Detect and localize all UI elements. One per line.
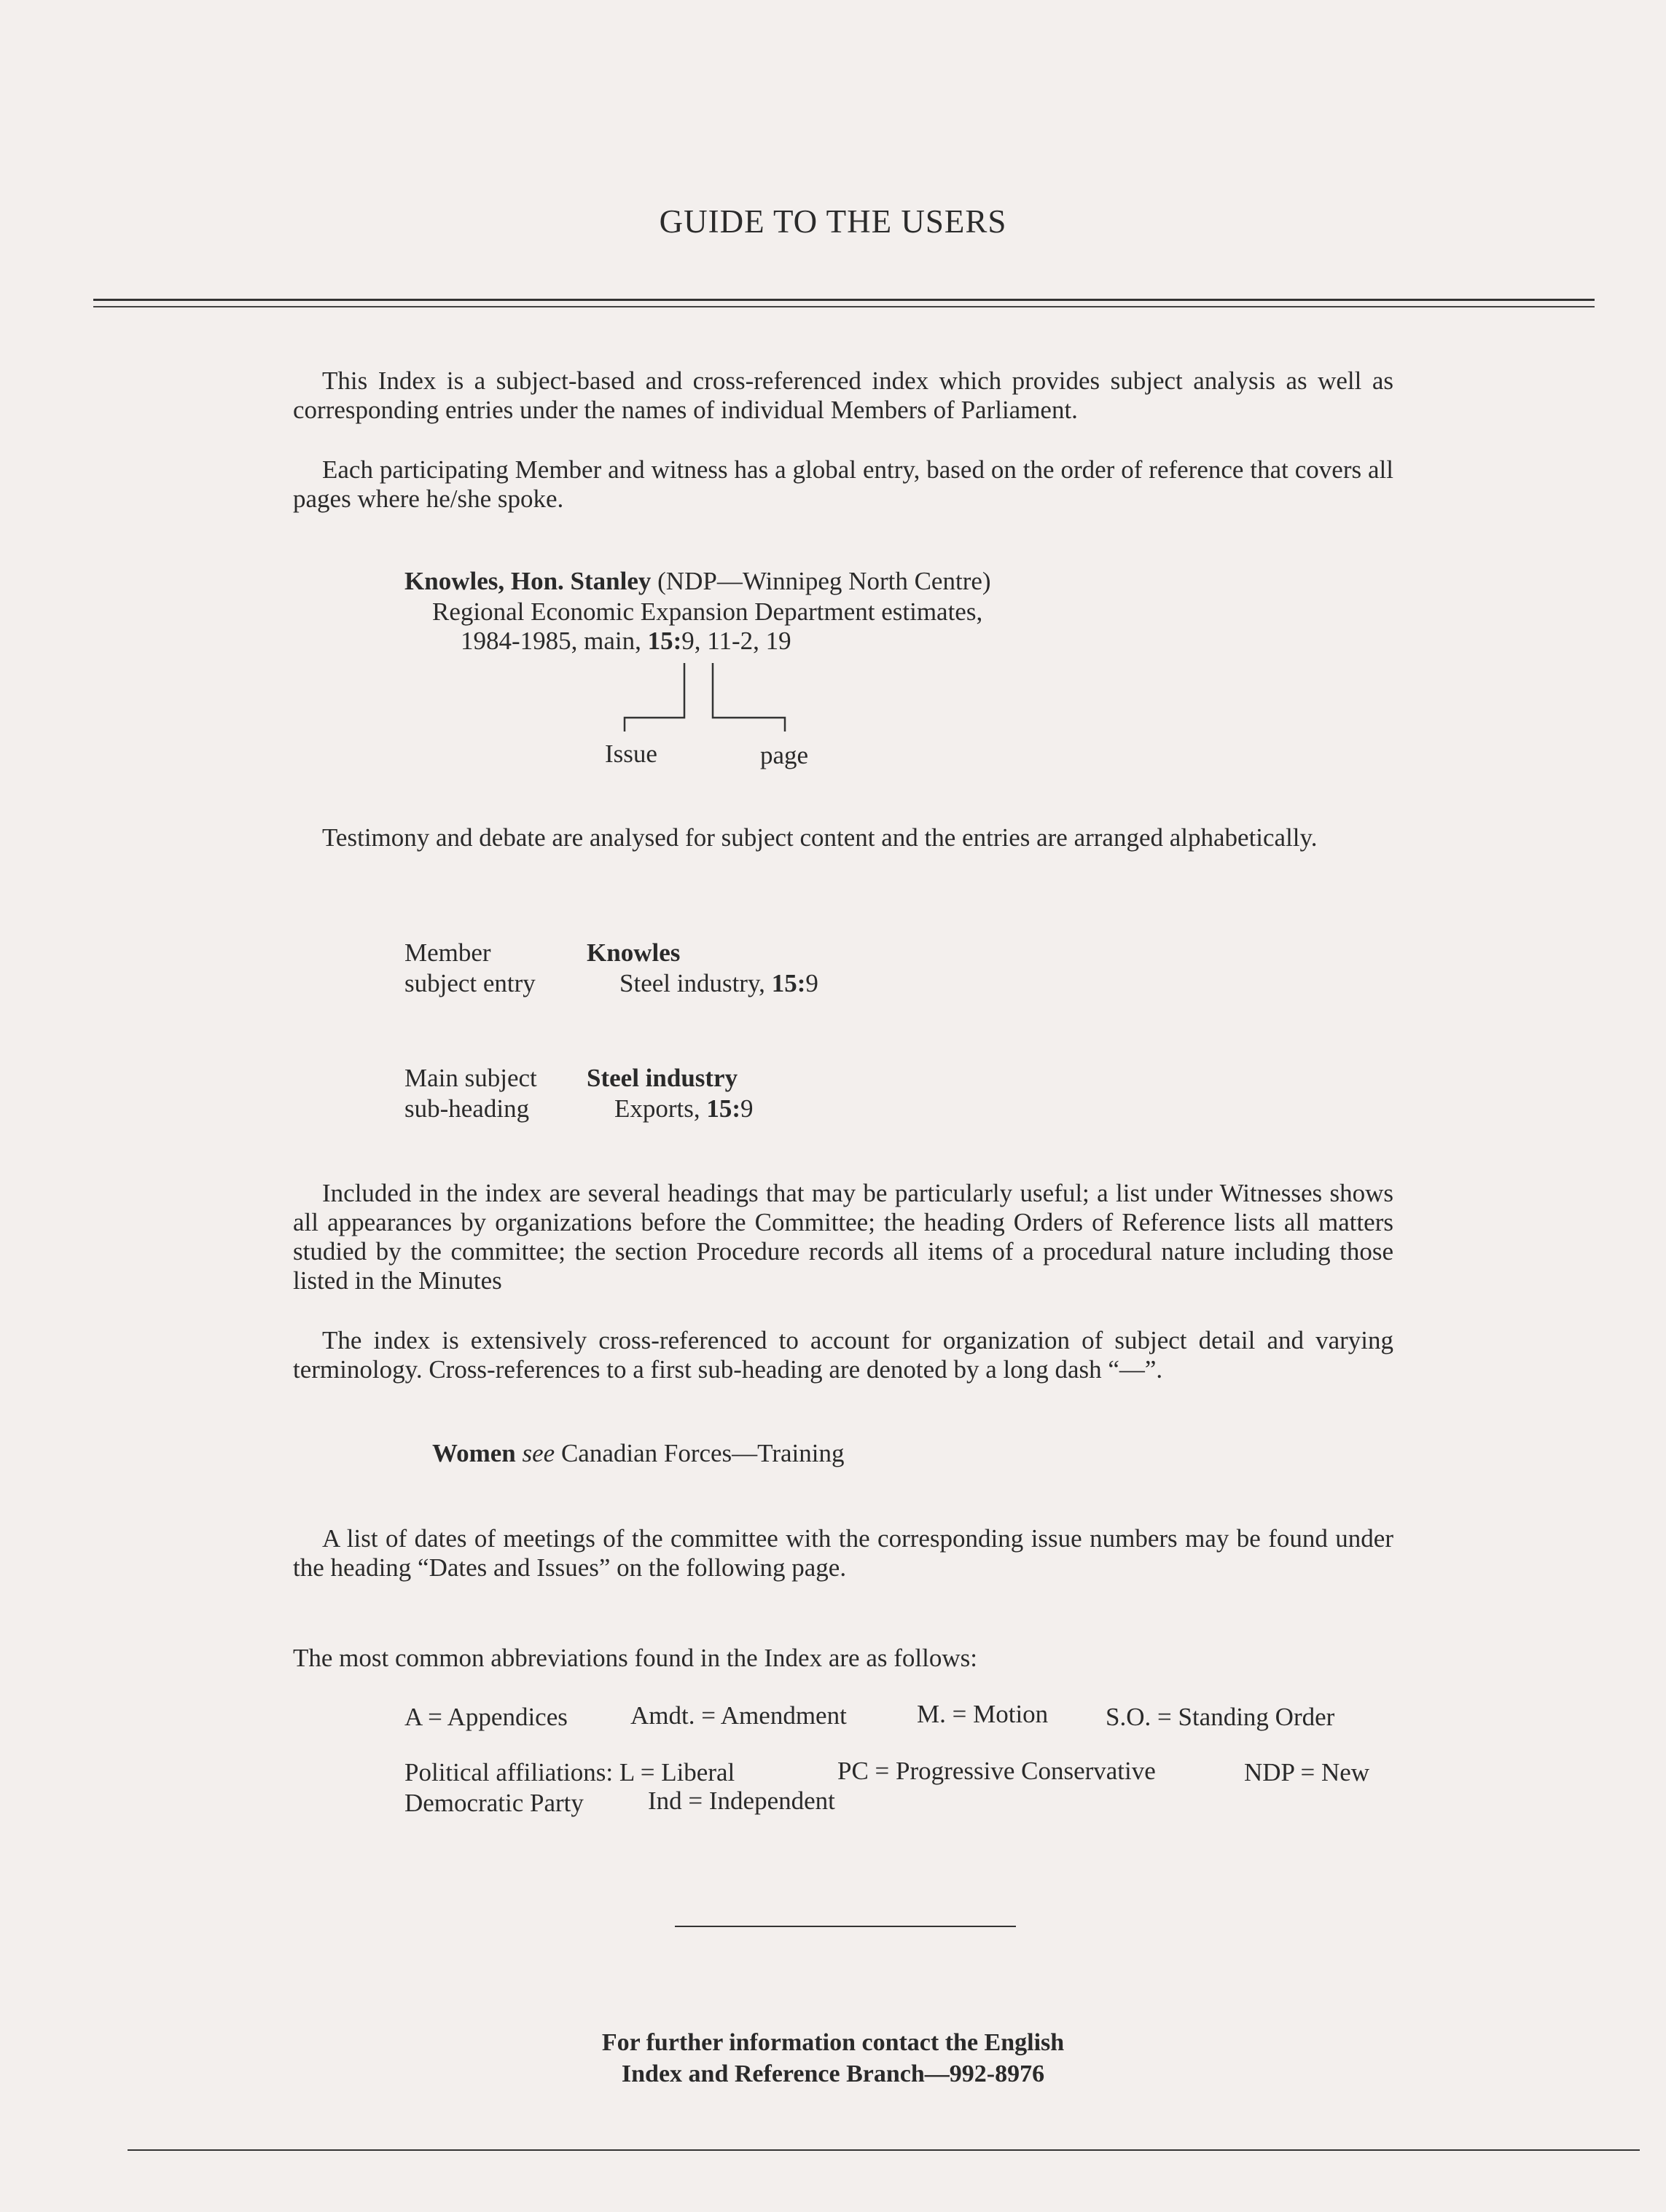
- member-subentry-page: 9: [805, 969, 818, 997]
- member-subentry-text: Steel industry,: [619, 969, 772, 997]
- abbreviations-intro: The most common abbreviations found in the Index are as follows:: [293, 1644, 977, 1672]
- subject-subheading-text: Exports,: [614, 1094, 707, 1123]
- member-entry-heading: [587, 938, 680, 968]
- section-divider: [675, 1926, 1016, 1927]
- page-bracket: [713, 663, 785, 732]
- abbrev-political-ndp: NDP = New: [1244, 1758, 1370, 1787]
- example-entry-line-3: [461, 627, 791, 656]
- title-rule-upper: [93, 299, 1595, 301]
- example-line3-post: 9, 11-2, 19: [681, 627, 791, 655]
- example-member-affiliation: (NDP—Winnipeg North Centre): [651, 567, 991, 595]
- abbrev-amendment: Amdt. = Amendment: [630, 1701, 847, 1730]
- intro-paragraph-2: [293, 455, 1393, 514]
- issue-bracket: [625, 663, 684, 732]
- example-line3-issue: 15:: [647, 627, 682, 655]
- subject-entry-subheading: [614, 1094, 754, 1123]
- headings-paragraph-text: Included in the index are several headings that may be particularly useful; a list under Witnesses shows all appearances by organizations before the Committee; the heading Orders of Reference lists all matters studied by the committee; the section Procedure records all items of a procedural nature including those listed in the Minutes: [293, 1179, 1393, 1295]
- subject-subheading-issue: 15:: [706, 1094, 741, 1123]
- cross-reference-example: [432, 1439, 844, 1468]
- abbrev-motion: M. = Motion: [917, 1700, 1049, 1728]
- cross-ref-target: Canadian Forces—Training: [555, 1439, 845, 1467]
- subject-label-2: sub-heading: [404, 1094, 530, 1123]
- title-rule-lower: [93, 306, 1595, 307]
- testimony-paragraph-text: Testimony and debate are analysed for subject content and the entries are arranged alphabetically.: [322, 823, 1318, 852]
- member-label-1: Member: [404, 938, 491, 967]
- issue-label: Issue: [605, 740, 657, 768]
- member-subentry-issue: 15:: [771, 969, 806, 997]
- cross-reference-paragraph-text: The index is extensively cross-referenced to account for organization of subject detail and varying terminology. Cross-references to a first sub-heading are denoted by a long dash “—”.: [293, 1326, 1393, 1384]
- example-member-name: Knowles, Hon. Stanley: [404, 567, 652, 595]
- cross-ref-see: see: [522, 1439, 555, 1467]
- subject-entry-heading: [587, 1064, 738, 1093]
- member-entry-heading-text: Knowles: [587, 938, 681, 967]
- contact-footer: [0, 2027, 1666, 2090]
- abbrev-political-ndp-cont: Democratic Party: [404, 1789, 584, 1817]
- footer-line-1: For further information contact the English: [601, 2029, 1065, 2056]
- example-entry-line-2: Regional Economic Expansion Department estimates,: [432, 597, 983, 626]
- footer-line-2: Index and Reference Branch—992-8976: [621, 2060, 1045, 2087]
- dates-paragraph: [293, 1524, 1393, 1582]
- intro-paragraph-1: [293, 366, 1393, 425]
- example-global-entry: [404, 567, 991, 596]
- intro-paragraph-2-text: Each participating Member and witness has a global entry, based on the order of reference that covers all pages where he/she spoke.: [293, 455, 1393, 513]
- member-entry-subentry: [619, 969, 818, 998]
- cross-reference-paragraph: [293, 1326, 1393, 1384]
- dates-paragraph-text: A list of dates of meetings of the committee with the corresponding issue numbers may be found under the heading “Dates and Issues” on the following page.: [293, 1524, 1393, 1582]
- abbrev-political-independent: Ind = Independent: [648, 1787, 835, 1815]
- testimony-paragraph: [293, 823, 1393, 852]
- abbrev-political-pc: PC = Progressive Conservative: [837, 1757, 1156, 1785]
- subject-label-1: Main subject: [404, 1064, 537, 1092]
- issue-page-diagram: [583, 656, 875, 736]
- subject-subheading-page: 9: [740, 1094, 754, 1123]
- page-title: GUIDE TO THE USERS: [659, 203, 1007, 240]
- abbrev-standing-order: S.O. = Standing Order: [1106, 1703, 1335, 1731]
- abbrev-appendices: A = Appendices: [404, 1703, 568, 1731]
- member-label-2: subject entry: [404, 969, 536, 997]
- abbrev-political-liberal: Political affiliations: L = Liberal: [404, 1758, 735, 1787]
- bottom-rule: [128, 2149, 1640, 2151]
- intro-paragraph-1-text: This Index is a subject-based and cross-referenced index which provides subject analysis as well as corresponding entries under the names of individual Members of Parliament.: [293, 366, 1393, 424]
- example-line3-pre: 1984-1985, main,: [461, 627, 648, 655]
- headings-paragraph: [293, 1179, 1393, 1295]
- cross-ref-heading: Women: [432, 1439, 516, 1467]
- subject-entry-heading-text: Steel industry: [587, 1064, 738, 1092]
- page-label: page: [760, 741, 809, 769]
